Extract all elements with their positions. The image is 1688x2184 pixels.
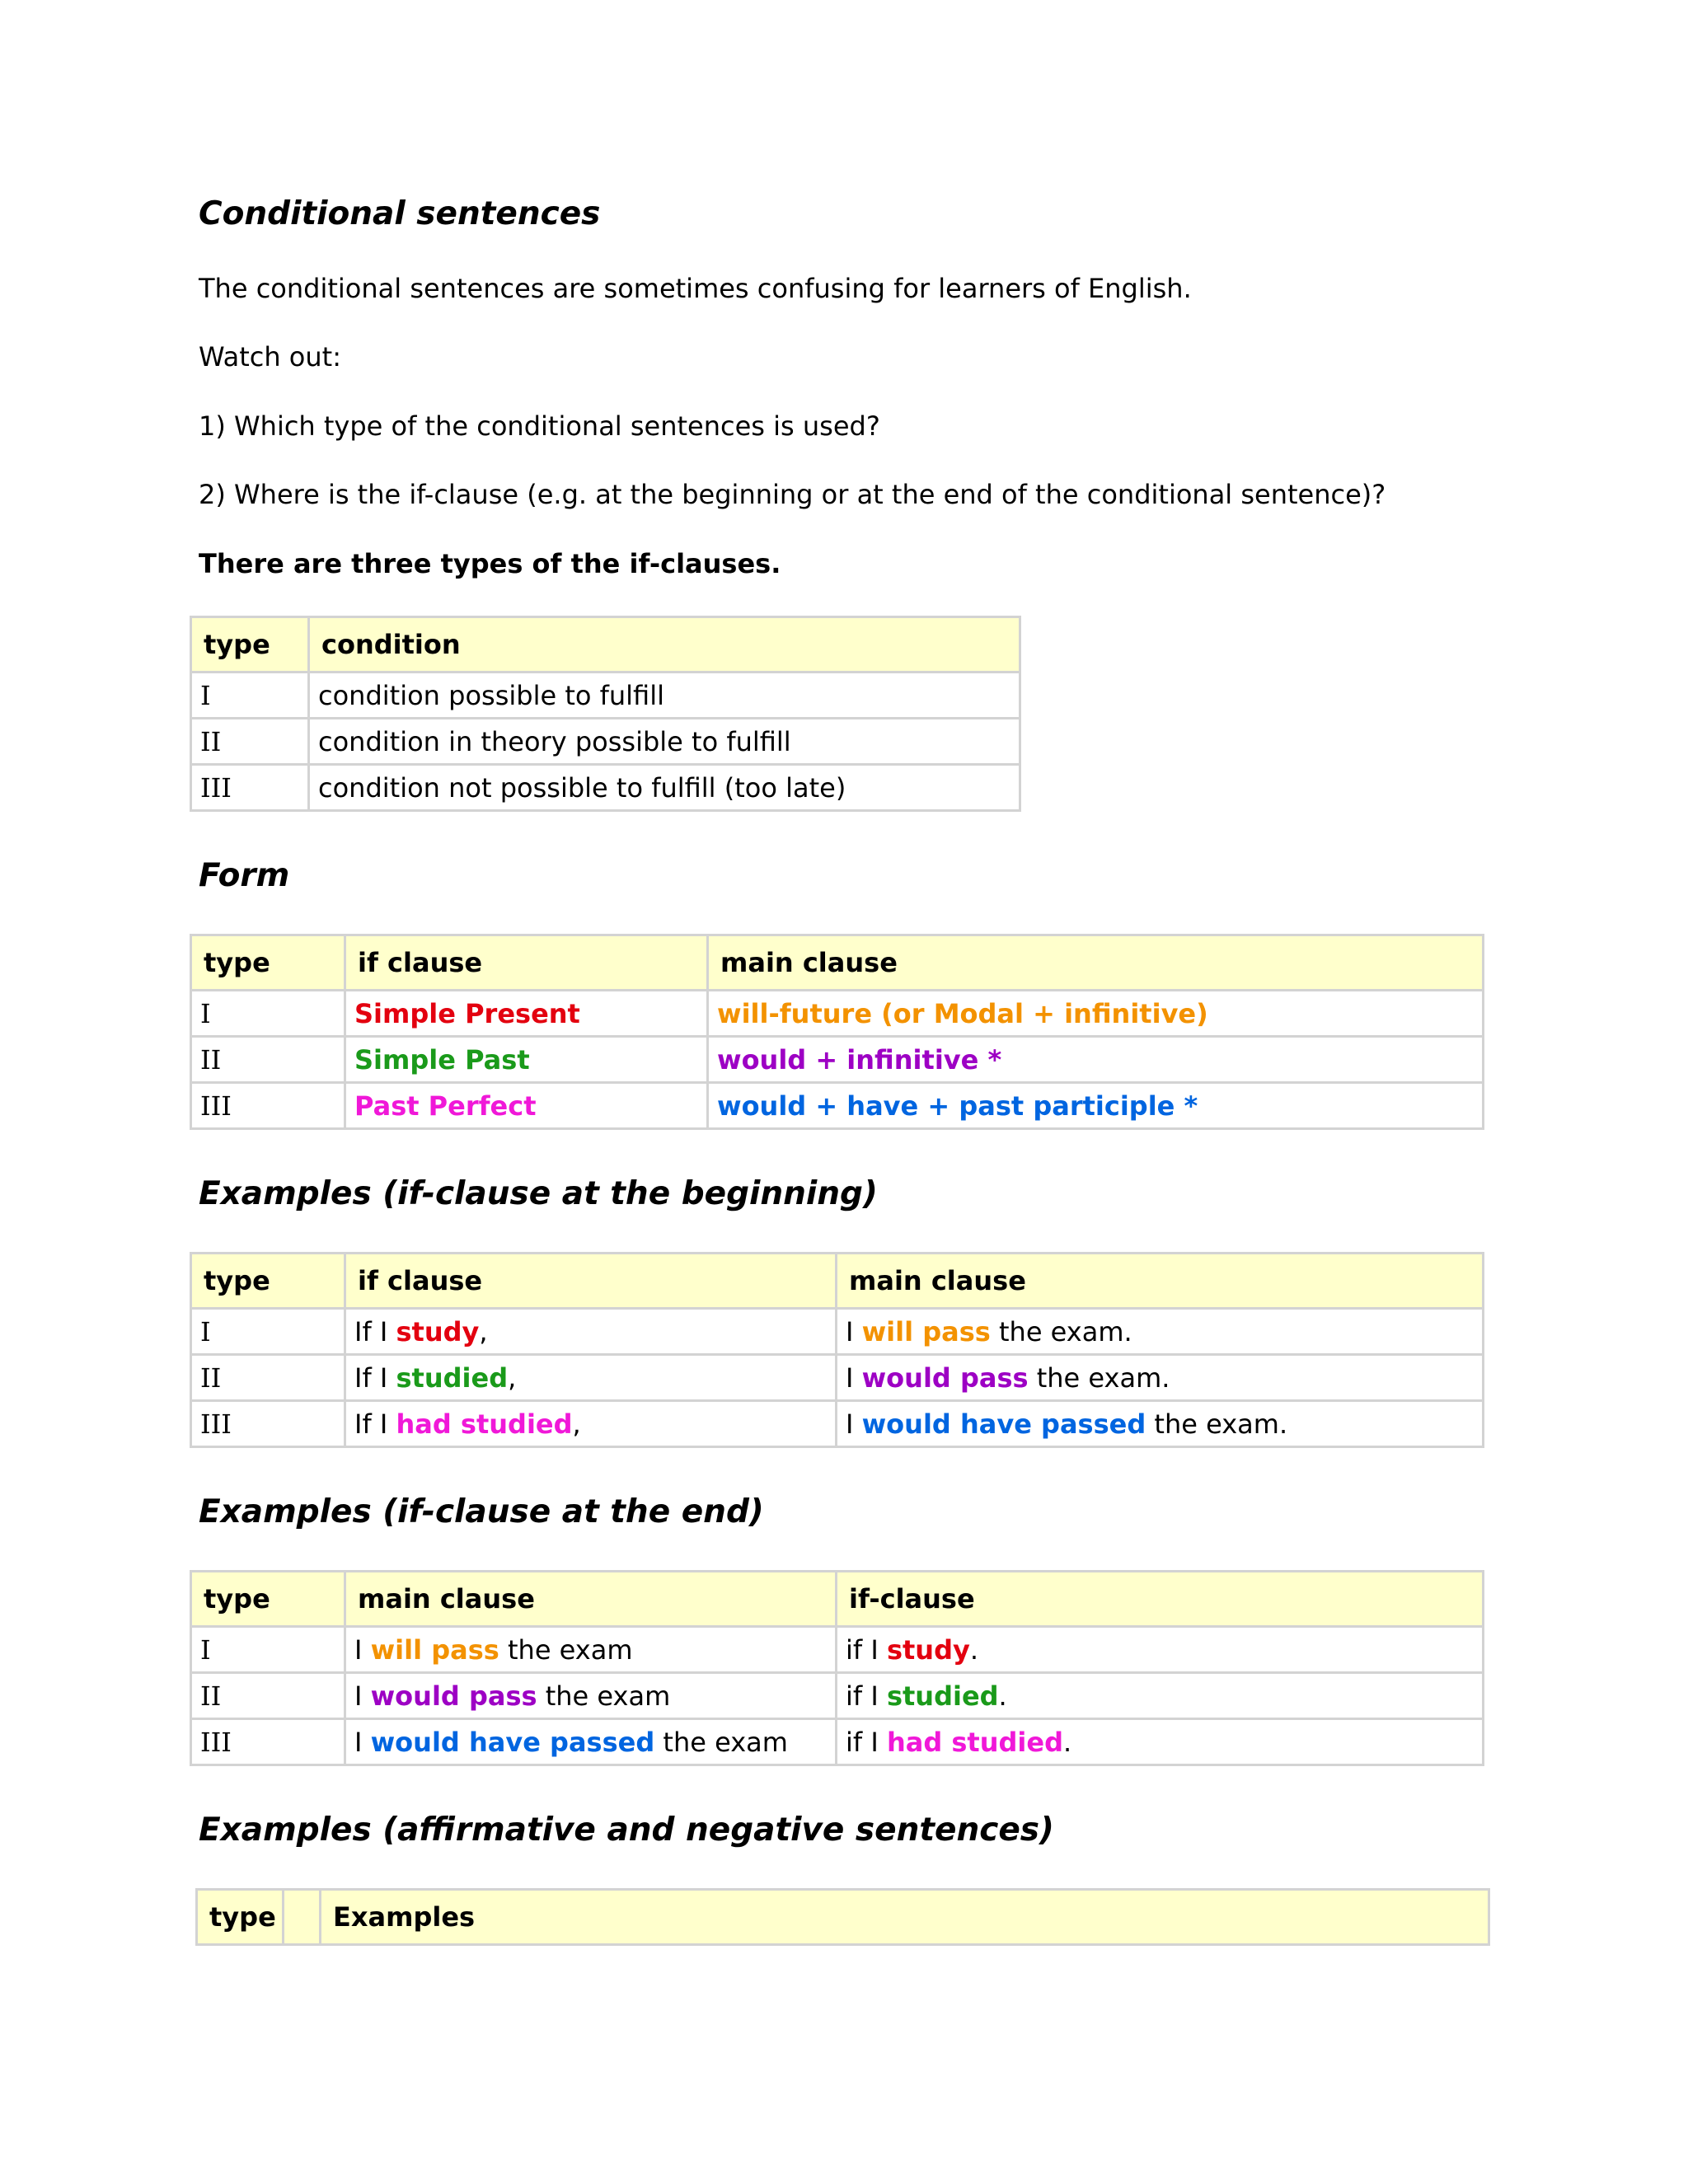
main-suffix: the exam bbox=[499, 1633, 633, 1666]
table-header-row bbox=[191, 1572, 1484, 1627]
if-suffix: , bbox=[479, 1315, 488, 1347]
if-suffix: , bbox=[572, 1408, 581, 1440]
header-if-clause: if clause bbox=[345, 1254, 837, 1309]
header-examples: Examples bbox=[321, 1890, 1489, 1945]
header-type: type bbox=[197, 1890, 284, 1945]
if-suffix: . bbox=[969, 1633, 978, 1666]
main-clause-cell bbox=[345, 1627, 837, 1673]
if-suffix: . bbox=[998, 1680, 1007, 1712]
table-row bbox=[191, 1673, 1484, 1719]
if-prefix: If I bbox=[354, 1408, 396, 1440]
intro-text: The conditional sentences are sometimes confusing for learners of English. bbox=[199, 273, 1192, 304]
type-cell: III bbox=[191, 1401, 345, 1447]
header-blank bbox=[284, 1890, 321, 1945]
condition-cell: condition in theory possible to fulfill bbox=[309, 719, 1020, 765]
examples-end-heading: Examples (if-clause at the end) bbox=[199, 1493, 764, 1530]
table-row bbox=[191, 991, 1484, 1037]
main-prefix: I bbox=[846, 1361, 862, 1394]
examples-beginning-table bbox=[190, 1252, 1484, 1448]
main-clause-cell bbox=[837, 1355, 1484, 1401]
if-prefix: if I bbox=[846, 1680, 887, 1712]
type-cell: I bbox=[191, 673, 309, 719]
type-cell: II bbox=[191, 719, 309, 765]
examples-beginning-heading: Examples (if-clause at the beginning) bbox=[199, 1175, 878, 1212]
table-row bbox=[191, 765, 1020, 811]
main-suffix: the exam bbox=[537, 1680, 671, 1712]
main-verb: would pass bbox=[370, 1680, 537, 1712]
table-row bbox=[191, 1037, 1484, 1083]
if-clause-cell bbox=[345, 1355, 837, 1401]
main-prefix: I bbox=[354, 1726, 371, 1758]
if-clause-cell bbox=[837, 1627, 1484, 1673]
watch-out-text: Watch out: bbox=[199, 341, 341, 373]
if-clause-cell bbox=[345, 1309, 837, 1355]
main-clause-cell: will-future (or Modal + infinitive) bbox=[708, 991, 1484, 1037]
if-prefix: If I bbox=[354, 1315, 396, 1347]
if-prefix: If I bbox=[354, 1361, 396, 1394]
header-type: type bbox=[191, 1254, 345, 1309]
if-clause-cell: Simple Present bbox=[345, 991, 708, 1037]
if-verb: had studied bbox=[396, 1408, 573, 1440]
header-type: type bbox=[191, 1572, 345, 1627]
if-suffix: . bbox=[1062, 1726, 1072, 1758]
question-2-text: 2) Where is the if-clause (e.g. at the beginning or at the end of the conditional sentence)? bbox=[199, 479, 1386, 510]
table-row bbox=[191, 1401, 1484, 1447]
table-row bbox=[191, 719, 1020, 765]
main-verb: would pass bbox=[861, 1361, 1029, 1394]
main-clause-cell: would + have + past participle * bbox=[708, 1083, 1484, 1129]
if-prefix: if I bbox=[846, 1726, 887, 1758]
main-prefix: I bbox=[846, 1315, 862, 1347]
table-header-row bbox=[197, 1890, 1489, 1945]
main-clause-cell bbox=[345, 1673, 837, 1719]
if-suffix: , bbox=[508, 1361, 517, 1394]
main-clause-cell: would + infinitive * bbox=[708, 1037, 1484, 1083]
type-cell: III bbox=[191, 765, 309, 811]
if-verb: study bbox=[886, 1633, 970, 1666]
condition-cell: condition not possible to fulfill (too late) bbox=[309, 765, 1020, 811]
type-cell: I bbox=[191, 1309, 345, 1355]
form-table bbox=[190, 934, 1484, 1130]
table-row bbox=[191, 1355, 1484, 1401]
type-cell: II bbox=[191, 1673, 345, 1719]
table-row bbox=[191, 1719, 1484, 1765]
table-header-row bbox=[191, 617, 1020, 673]
if-verb: studied bbox=[886, 1680, 999, 1712]
if-prefix: if I bbox=[846, 1633, 887, 1666]
type-cell: II bbox=[191, 1355, 345, 1401]
table-header-row bbox=[191, 1254, 1484, 1309]
main-suffix: the exam. bbox=[1146, 1408, 1288, 1440]
type-cell: I bbox=[191, 1627, 345, 1673]
page-title: Conditional sentences bbox=[199, 195, 601, 232]
examples-aff-neg-heading: Examples (affirmative and negative sentences) bbox=[199, 1811, 1054, 1849]
type-cell: III bbox=[191, 1083, 345, 1129]
table-header-row bbox=[191, 935, 1484, 991]
main-prefix: I bbox=[354, 1680, 371, 1712]
main-verb: will pass bbox=[370, 1633, 499, 1666]
header-if-clause: if-clause bbox=[837, 1572, 1484, 1627]
condition-cell: condition possible to fulfill bbox=[309, 673, 1020, 719]
main-prefix: I bbox=[846, 1408, 862, 1440]
if-clause-cell bbox=[345, 1401, 837, 1447]
if-clause-cell: Past Perfect bbox=[345, 1083, 708, 1129]
table-row bbox=[191, 1083, 1484, 1129]
header-if-clause: if clause bbox=[345, 935, 708, 991]
main-suffix: the exam. bbox=[990, 1315, 1132, 1347]
header-main-clause: main clause bbox=[708, 935, 1484, 991]
main-suffix: the exam bbox=[654, 1726, 788, 1758]
if-clause-cell bbox=[837, 1719, 1484, 1765]
if-clause-cell: Simple Past bbox=[345, 1037, 708, 1083]
form-heading: Form bbox=[199, 857, 290, 894]
main-prefix: I bbox=[354, 1633, 371, 1666]
header-condition: condition bbox=[309, 617, 1020, 673]
examples-end-table bbox=[190, 1570, 1484, 1766]
header-type: type bbox=[191, 617, 309, 673]
question-1-text: 1) Which type of the conditional sentences is used? bbox=[199, 410, 880, 442]
main-suffix: the exam. bbox=[1028, 1361, 1170, 1394]
main-clause-cell bbox=[837, 1401, 1484, 1447]
table-row bbox=[191, 673, 1020, 719]
main-clause-cell bbox=[345, 1719, 837, 1765]
main-verb: would have passed bbox=[370, 1726, 655, 1758]
table-row bbox=[191, 1309, 1484, 1355]
header-type: type bbox=[191, 935, 345, 991]
type-cell: I bbox=[191, 991, 345, 1037]
header-main-clause: main clause bbox=[345, 1572, 837, 1627]
main-clause-cell bbox=[837, 1309, 1484, 1355]
main-verb: will pass bbox=[861, 1315, 991, 1347]
main-verb: would have passed bbox=[861, 1408, 1146, 1440]
if-clause-cell bbox=[837, 1673, 1484, 1719]
if-verb: study bbox=[396, 1315, 480, 1347]
type-cell: II bbox=[191, 1037, 345, 1083]
three-types-text: There are three types of the if-clauses. bbox=[199, 548, 781, 579]
types-table bbox=[190, 616, 1021, 812]
if-verb: had studied bbox=[886, 1726, 1063, 1758]
type-cell: III bbox=[191, 1719, 345, 1765]
examples-aff-neg-table bbox=[195, 1888, 1490, 1946]
table-row bbox=[191, 1627, 1484, 1673]
header-main-clause: main clause bbox=[837, 1254, 1484, 1309]
if-verb: studied bbox=[396, 1361, 509, 1394]
